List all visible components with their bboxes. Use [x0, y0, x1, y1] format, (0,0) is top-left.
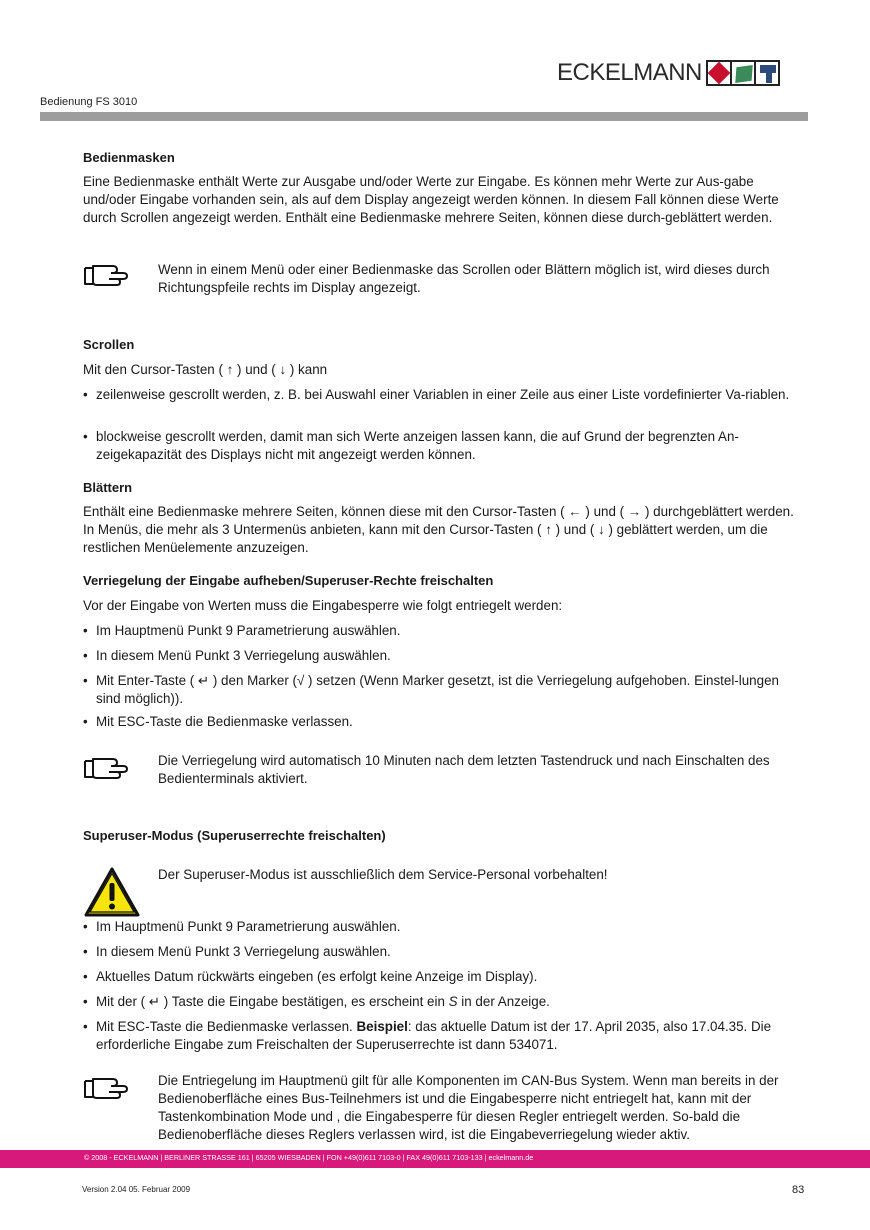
list-item: • In diesem Menü Punkt 3 Verriegelung auswählen.	[83, 647, 807, 665]
list-item: • In diesem Menü Punkt 3 Verriegelung auswählen.	[83, 943, 807, 961]
note-scrolling: Wenn in einem Menü oder einer Bedienmaske das Scrollen oder Blättern möglich ist, wird dieses durch Richtungspfeile rechts im Display angezeigt.	[158, 262, 770, 295]
list-item	[83, 993, 807, 1011]
document-title: Bedienung FS 3010	[40, 96, 138, 108]
logo-marks	[708, 60, 780, 86]
note-can-bus: Die Entriegelung im Hauptmenü gilt für alle Komponenten im CAN-Bus System. Wenn man bereits in der Bedienoberfläche eines Bus-Teilnehmers ist und die Eingabesperre nicht entriegelt hat, kann mit der Tastenkombination Mode und , die Eingabesperre für diesen Regler entriegelt werden. So-bald die Bedienoberfläche dieses Reglers verlassen wird, ist die Eingabeverriegelung wieder aktiv.	[158, 1073, 779, 1142]
list-item: • blockweise gescrollt werden, damit man sich Werte anzeigen lassen kann, die auf Grund der begrenzten An-zeigekapazität des Displays nicht mit angezeigt werden können.	[83, 428, 807, 464]
pointing-hand-icon	[83, 262, 131, 288]
bullet-text: in der Anzeige.	[457, 994, 550, 1009]
list-item: • Im Hauptmenü Punkt 9 Parametrierung auswählen.	[83, 622, 807, 640]
list-item: • Aktuelles Datum rückwärts eingeben (es erfolgt keine Anzeige im Display).	[83, 968, 807, 986]
paragraph-bedienmasken: Eine Bedienmaske enthält Werte zur Ausgabe und/oder Werte zur Eingabe. Es können mehr Werte zur Aus-gabe und/oder Eingabe vorhanden sein, als auf dem Display angezeigt werden können. In diesem Fall können diese Werte durch Scrollen angezeigt werden. Enthält eine Bedienmaske mehrere Seiten, können diese durch-geblättert werden.	[83, 174, 779, 225]
heading-scrollen: Scrollen	[83, 337, 135, 352]
logo-blue-shape-icon	[754, 60, 780, 86]
bullet-text: Mit ESC-Taste die Bedienmaske verlassen.	[96, 1019, 357, 1034]
page-number: 83	[792, 1184, 805, 1196]
list-item: • Im Hauptmenü Punkt 9 Parametrierung auswählen.	[83, 918, 807, 936]
heading-blaettern: Blättern	[83, 480, 133, 495]
pointing-hand-icon	[83, 755, 131, 781]
list-item: • zeilenweise gescrollt werden, z. B. bei Auswahl einer Variablen in einer Zeile aus einer Liste vordefinierter Va-riablen.	[83, 386, 807, 404]
heading-bedienmasken: Bedienmasken	[83, 150, 175, 165]
paragraph-blaettern: Enthält eine Bedienmaske mehrere Seiten, können diese mit den Cursor-Tasten ( ← ) und ( → ) durchgeblättert werden. In Menüs, die mehr als 3 Untermenüs anbieten, kann mit den Cursor-Tasten ( ↑ ) und ( ↓ ) geblättert werden, um die restlichen Menüelemente anzuzeigen.	[83, 504, 794, 555]
list-item: • Mit ESC-Taste die Bedienmaske verlassen.	[83, 713, 807, 731]
logo-text: ECKELMANN	[557, 59, 702, 86]
eckelmann-logo	[557, 57, 780, 89]
heading-verriegelung: Verriegelung der Eingabe aufheben/Superuser-Rechte freischalten	[83, 573, 494, 588]
list-item: • Mit Enter-Taste ( ↵ ) den Marker (√ ) setzen (Wenn Marker gesetzt, ist die Verriegelung aufgehoben. Einstel-lungen sind möglich)).	[83, 672, 807, 708]
intro-verriegelung: Vor der Eingabe von Werten muss die Eingabesperre wie folgt entriegelt werden:	[83, 598, 563, 613]
logo-red-diamond-icon	[706, 60, 732, 86]
pointing-hand-icon	[83, 1075, 131, 1101]
note-auto-lock: Die Verriegelung wird automatisch 10 Minuten nach dem letzten Tastendruck und nach Einschalten des Bedienterminals aktiviert.	[158, 753, 770, 786]
intro-scrollen: Mit den Cursor-Tasten ( ↑ ) und ( ↓ ) kann	[83, 362, 328, 377]
heading-superuser: Superuser-Modus (Superuserrechte freischalten)	[83, 828, 386, 843]
warning-superuser: Der Superuser-Modus ist ausschließlich dem Service-Personal vorbehalten!	[158, 867, 608, 882]
marker-s: S	[448, 994, 458, 1009]
header-rule	[40, 112, 808, 121]
footer-contact: © 2008 - ECKELMANN | BERLINER STRASSE 161 | 65205 WIESBADEN | FON +49(0)611 7103-0 | FAX 49(0)611 7103-133 | eckelmann.de	[84, 1153, 534, 1162]
bullet-text: Mit der ( ↵ ) Taste die Eingabe bestätigen, es erscheint ein	[96, 994, 449, 1009]
bullet-text: : das aktuelle Datum ist der 17. April 2035, also 17.04.35. Die erforderliche Eingabe zum Freischalten der Superuserrechte ist dann 534071.	[96, 1019, 772, 1052]
version-info: Version 2.04 05. Februar 2009	[82, 1185, 191, 1194]
warning-icon	[83, 866, 141, 918]
example-label: Beispiel	[356, 1019, 408, 1034]
list-item	[83, 1018, 807, 1054]
logo-green-parallelogram-icon	[730, 60, 756, 86]
